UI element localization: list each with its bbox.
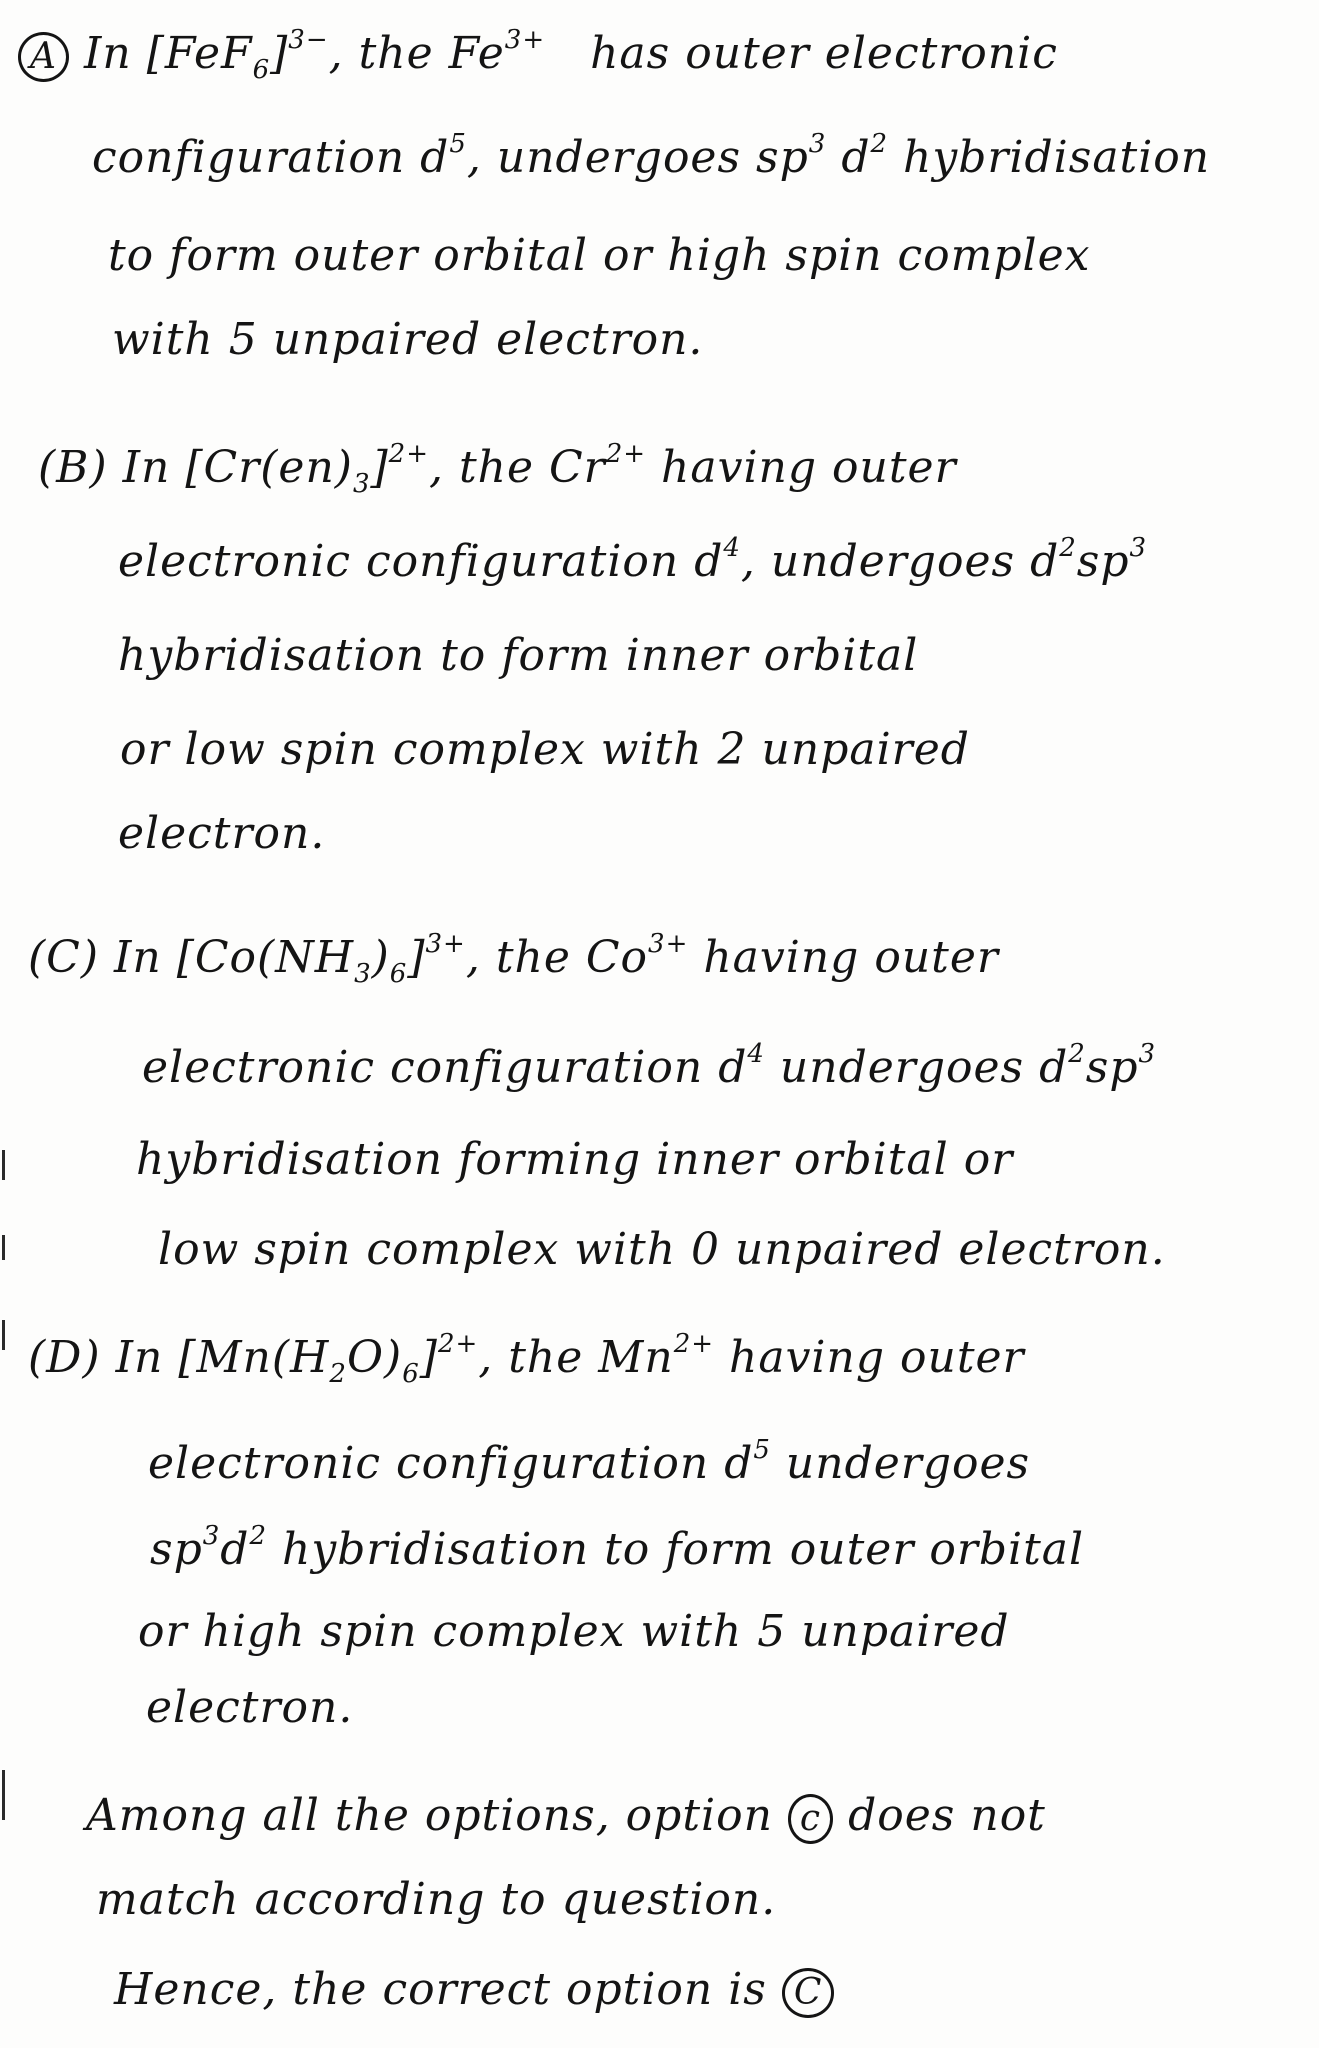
conclusion-line-3: Hence, the correct option is C (114, 1962, 834, 2018)
part-a-line-4: with 5 unpaired electron. (112, 314, 704, 365)
scan-edge-mark (2, 1770, 5, 1820)
part-d-line-2: electronic configuration $d^5$ undergoes (148, 1435, 1031, 1489)
part-b-line-5: electron. (118, 808, 326, 859)
part-c-line-1: (C) In $[Co(NH_3)_6]^{3+}$, the $Co^{3+}$ having outer (28, 929, 999, 989)
part-b-line-2: electronic configuration $d^4$, undergoes $d^2sp^3$ (118, 533, 1148, 587)
part-b-line-4: or low spin complex with 2 unpaired (120, 724, 970, 775)
part-d-line-4: or high spin complex with 5 unpaired (138, 1606, 1010, 1657)
part-d-line-1: (D) In $[Mn(H_2O)_6]^{2+}$, the $Mn^{2+}$ having outer (28, 1329, 1025, 1389)
part-b-line-1: (B) In $[Cr(en)_3]^{2+}$, the $Cr^{2+}$ having outer (38, 439, 957, 499)
scan-edge-mark (2, 1235, 5, 1260)
answer-option-circled: C (782, 1968, 835, 2018)
part-d-line-5: electron. (146, 1682, 354, 1733)
part-c-line-3: hybridisation forming inner orbital or (136, 1134, 1014, 1185)
part-a-label: A (18, 32, 69, 82)
option-c-circled: c (788, 1794, 833, 1844)
scan-edge-mark (2, 1150, 5, 1180)
part-b-line-3: hybridisation to form inner orbital (118, 630, 919, 681)
part-c-line-2: electronic configuration $d^4$ undergoes $d^2sp^3$ (142, 1039, 1157, 1093)
part-d-line-3: $sp^3d^2$ hybridisation to form outer orbital (150, 1521, 1085, 1575)
part-a-line-3: to form outer orbital or high spin complex (108, 230, 1091, 281)
part-c-line-4: low spin complex with 0 unpaired electron. (158, 1224, 1166, 1275)
scan-edge-mark (2, 1320, 5, 1350)
part-a-line-1: A In $[FeF_6]^{3-}$, the $Fe^{3+}$ has outer electronic (18, 26, 1058, 82)
conclusion-line-1: Among all the options, option c does not (86, 1788, 1046, 1844)
conclusion-line-2: match according to question. (96, 1874, 777, 1925)
part-a-line-2: configuration $d^5$, undergoes $sp^3$ $d^2$ hybridisation (92, 129, 1211, 183)
